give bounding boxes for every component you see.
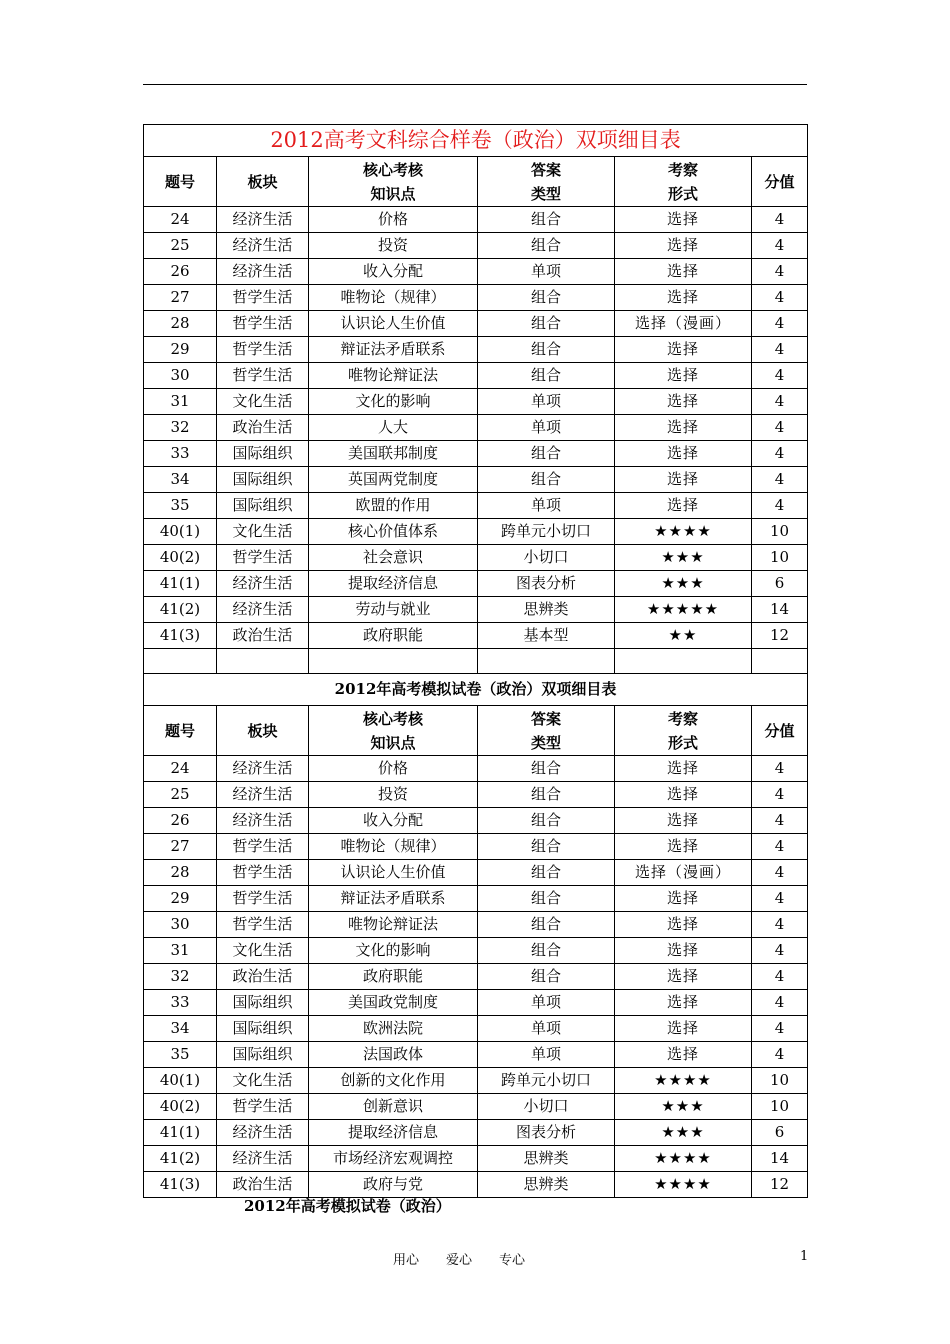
num-cell: 24 <box>144 756 217 782</box>
score-cell: 4 <box>752 1042 808 1068</box>
num-cell: 34 <box>144 467 217 493</box>
knowledge-cell: 劳动与就业 <box>309 597 478 623</box>
table-row <box>144 363 808 389</box>
num-cell: 26 <box>144 808 217 834</box>
knowledge-cell: 市场经济宏观调控 <box>309 1146 478 1172</box>
answer-type-cell: 组合 <box>478 467 615 493</box>
header-answer-line1: 答案 <box>530 160 561 179</box>
num-cell: 41(2) <box>144 1146 217 1172</box>
form-cell: 选择 <box>615 938 752 964</box>
answer-type-cell: 单项 <box>478 389 615 415</box>
score-cell: 4 <box>752 756 808 782</box>
score-cell: 4 <box>752 912 808 938</box>
block-cell: 哲学生活 <box>217 363 309 389</box>
form-cell: 选择 <box>615 493 752 519</box>
answer-type-cell: 小切口 <box>478 545 615 571</box>
form-cell: ★★★ <box>615 571 752 597</box>
score-cell: 4 <box>752 782 808 808</box>
table-row <box>144 964 808 990</box>
score-cell: 4 <box>752 311 808 337</box>
score-cell: 12 <box>752 1172 808 1198</box>
score-cell: 4 <box>752 389 808 415</box>
table-row <box>144 1094 808 1120</box>
knowledge-cell: 提取经济信息 <box>309 1120 478 1146</box>
header-num: 题号 <box>144 157 217 207</box>
answer-type-cell: 组合 <box>478 860 615 886</box>
score-cell: 10 <box>752 545 808 571</box>
table1-title: 2012高考文科综合样卷（政治）双项细目表 <box>144 125 808 157</box>
answer-type-cell: 跨单元小切口 <box>478 519 615 545</box>
spacer-cell <box>309 649 478 674</box>
spacer-cell <box>752 649 808 674</box>
form-cell: ★★★★ <box>615 519 752 545</box>
table-row <box>144 493 808 519</box>
knowledge-cell: 投资 <box>309 782 478 808</box>
knowledge-cell: 政府职能 <box>309 964 478 990</box>
form-cell: 选择 <box>615 285 752 311</box>
block-cell: 国际组织 <box>217 493 309 519</box>
answer-type-cell: 组合 <box>478 964 615 990</box>
table-row <box>144 467 808 493</box>
score-cell: 4 <box>752 964 808 990</box>
knowledge-cell: 收入分配 <box>309 259 478 285</box>
table-row <box>144 311 808 337</box>
header-knowledge-line1: 核心考核 <box>362 709 423 728</box>
header-form-line1: 考察 <box>667 709 698 728</box>
header-block: 板块 <box>217 157 309 207</box>
score-cell: 4 <box>752 938 808 964</box>
block-cell: 文化生活 <box>217 389 309 415</box>
block-cell: 哲学生活 <box>217 285 309 311</box>
form-cell: ★★★★ <box>615 1146 752 1172</box>
block-cell: 国际组织 <box>217 441 309 467</box>
num-cell: 25 <box>144 782 217 808</box>
answer-type-cell: 图表分析 <box>478 1120 615 1146</box>
table-row <box>144 389 808 415</box>
page-header-rule <box>143 84 807 85</box>
knowledge-cell: 认识论人生价值 <box>309 860 478 886</box>
num-cell: 41(3) <box>144 1172 217 1198</box>
answer-type-cell: 单项 <box>478 990 615 1016</box>
score-cell: 6 <box>752 571 808 597</box>
knowledge-cell: 文化的影响 <box>309 938 478 964</box>
block-cell: 经济生活 <box>217 597 309 623</box>
num-cell: 32 <box>144 415 217 441</box>
table-row <box>144 912 808 938</box>
table-row <box>144 259 808 285</box>
answer-type-cell: 组合 <box>478 782 615 808</box>
score-cell: 10 <box>752 1094 808 1120</box>
knowledge-cell: 核心价值体系 <box>309 519 478 545</box>
score-cell: 12 <box>752 623 808 649</box>
header-knowledge <box>309 157 478 207</box>
footer-motto-2: 爱心 <box>446 1253 473 1268</box>
score-cell: 10 <box>752 519 808 545</box>
header-form <box>615 157 752 207</box>
form-cell: 选择 <box>615 1016 752 1042</box>
answer-type-cell: 组合 <box>478 886 615 912</box>
num-cell: 27 <box>144 834 217 860</box>
block-cell: 经济生活 <box>217 259 309 285</box>
num-cell: 24 <box>144 207 217 233</box>
form-cell: 选择 <box>615 886 752 912</box>
num-cell: 33 <box>144 990 217 1016</box>
form-cell: 选择 <box>615 912 752 938</box>
knowledge-cell: 唯物论辩证法 <box>309 912 478 938</box>
spacer-cell <box>144 649 217 674</box>
num-cell: 30 <box>144 363 217 389</box>
block-cell: 政治生活 <box>217 964 309 990</box>
table-row <box>144 415 808 441</box>
form-cell: 选择 <box>615 259 752 285</box>
header-form-line2: 形式 <box>667 184 698 203</box>
header-score: 分值 <box>752 157 808 207</box>
knowledge-cell: 美国政党制度 <box>309 990 478 1016</box>
knowledge-cell: 法国政体 <box>309 1042 478 1068</box>
knowledge-cell: 欧洲法院 <box>309 1016 478 1042</box>
table-row <box>144 886 808 912</box>
block-cell: 文化生活 <box>217 519 309 545</box>
answer-type-cell: 思辨类 <box>478 1146 615 1172</box>
table-row <box>144 1120 808 1146</box>
table2-title: 2012年高考模拟试卷（政治）双项细目表 <box>144 674 808 706</box>
knowledge-cell: 价格 <box>309 756 478 782</box>
score-cell: 4 <box>752 233 808 259</box>
block-cell: 文化生活 <box>217 1068 309 1094</box>
form-cell: 选择 <box>615 363 752 389</box>
knowledge-cell: 英国两党制度 <box>309 467 478 493</box>
answer-type-cell: 图表分析 <box>478 571 615 597</box>
knowledge-cell: 投资 <box>309 233 478 259</box>
num-cell: 40(1) <box>144 1068 217 1094</box>
table-row <box>144 545 808 571</box>
num-cell: 40(2) <box>144 1094 217 1120</box>
score-cell: 4 <box>752 363 808 389</box>
num-cell: 28 <box>144 311 217 337</box>
header-form-line1: 考察 <box>667 160 698 179</box>
knowledge-cell: 社会意识 <box>309 545 478 571</box>
score-cell: 4 <box>752 441 808 467</box>
num-cell: 29 <box>144 886 217 912</box>
footer-motto-1: 用心 <box>393 1253 420 1268</box>
answer-type-cell: 组合 <box>478 285 615 311</box>
spacer-cell <box>615 649 752 674</box>
answer-type-cell: 组合 <box>478 207 615 233</box>
knowledge-cell: 唯物论辩证法 <box>309 363 478 389</box>
knowledge-cell: 收入分配 <box>309 808 478 834</box>
block-cell: 国际组织 <box>217 1042 309 1068</box>
block-cell: 经济生活 <box>217 233 309 259</box>
form-cell: 选择（漫画） <box>615 860 752 886</box>
form-cell: ★★★ <box>615 1120 752 1146</box>
score-cell: 4 <box>752 808 808 834</box>
table-row <box>144 834 808 860</box>
answer-type-cell: 组合 <box>478 441 615 467</box>
block-cell: 哲学生活 <box>217 912 309 938</box>
form-cell: ★★★★★ <box>615 597 752 623</box>
form-cell: ★★★★ <box>615 1172 752 1198</box>
answer-type-cell: 单项 <box>478 1016 615 1042</box>
knowledge-cell: 欧盟的作用 <box>309 493 478 519</box>
table-row <box>144 207 808 233</box>
answer-type-cell: 组合 <box>478 756 615 782</box>
knowledge-cell: 政府与党 <box>309 1172 478 1198</box>
num-cell: 29 <box>144 337 217 363</box>
spacer-cell <box>478 649 615 674</box>
num-cell: 41(3) <box>144 623 217 649</box>
block-cell: 文化生活 <box>217 938 309 964</box>
header-score: 分值 <box>752 706 808 756</box>
block-cell: 经济生活 <box>217 808 309 834</box>
knowledge-cell: 政府职能 <box>309 623 478 649</box>
table-row <box>144 1172 808 1198</box>
form-cell: 选择 <box>615 808 752 834</box>
num-cell: 27 <box>144 285 217 311</box>
header-form-line2: 形式 <box>667 733 698 752</box>
block-cell: 经济生活 <box>217 571 309 597</box>
footer-motto-3: 专心 <box>499 1253 526 1268</box>
table-row <box>144 597 808 623</box>
knowledge-cell: 提取经济信息 <box>309 571 478 597</box>
num-cell: 30 <box>144 912 217 938</box>
form-cell: 选择 <box>615 467 752 493</box>
answer-type-cell: 组合 <box>478 363 615 389</box>
block-cell: 哲学生活 <box>217 1094 309 1120</box>
table-row <box>144 1146 808 1172</box>
score-cell: 10 <box>752 1068 808 1094</box>
score-cell: 4 <box>752 860 808 886</box>
num-cell: 25 <box>144 233 217 259</box>
table1-header-row <box>144 157 808 207</box>
answer-type-cell: 单项 <box>478 493 615 519</box>
header-num: 题号 <box>144 706 217 756</box>
table-row <box>144 441 808 467</box>
score-cell: 14 <box>752 597 808 623</box>
form-cell: 选择 <box>615 389 752 415</box>
num-cell: 28 <box>144 860 217 886</box>
table-row <box>144 233 808 259</box>
block-cell: 政治生活 <box>217 1172 309 1198</box>
block-cell: 经济生活 <box>217 756 309 782</box>
trailing-title: 2012年高考模拟试卷（政治） <box>244 1197 451 1215</box>
form-cell: ★★★ <box>615 545 752 571</box>
num-cell: 41(1) <box>144 1120 217 1146</box>
num-cell: 32 <box>144 964 217 990</box>
specification-table <box>143 124 808 1198</box>
block-cell: 经济生活 <box>217 1146 309 1172</box>
answer-type-cell: 思辨类 <box>478 1172 615 1198</box>
header-answer-line2: 类型 <box>530 733 561 752</box>
num-cell: 26 <box>144 259 217 285</box>
form-cell: 选择 <box>615 1042 752 1068</box>
num-cell: 40(2) <box>144 545 217 571</box>
knowledge-cell: 唯物论（规律） <box>309 834 478 860</box>
block-cell: 经济生活 <box>217 207 309 233</box>
block-cell: 国际组织 <box>217 1016 309 1042</box>
answer-type-cell: 组合 <box>478 808 615 834</box>
knowledge-cell: 辩证法矛盾联系 <box>309 886 478 912</box>
answer-type-cell: 思辨类 <box>478 597 615 623</box>
score-cell: 4 <box>752 415 808 441</box>
num-cell: 41(2) <box>144 597 217 623</box>
block-cell: 哲学生活 <box>217 337 309 363</box>
table-row <box>144 756 808 782</box>
answer-type-cell: 组合 <box>478 912 615 938</box>
header-knowledge-line1: 核心考核 <box>362 160 423 179</box>
num-cell: 35 <box>144 493 217 519</box>
footer-motto <box>393 1249 552 1268</box>
form-cell: 选择（漫画） <box>615 311 752 337</box>
knowledge-cell: 文化的影响 <box>309 389 478 415</box>
block-cell: 政治生活 <box>217 623 309 649</box>
form-cell: 选择 <box>615 964 752 990</box>
answer-type-cell: 小切口 <box>478 1094 615 1120</box>
table-row <box>144 1042 808 1068</box>
table-row <box>144 1068 808 1094</box>
table-spacer-row <box>144 649 808 674</box>
form-cell: 选择 <box>615 834 752 860</box>
table-row <box>144 808 808 834</box>
answer-type-cell: 跨单元小切口 <box>478 1068 615 1094</box>
table-row <box>144 337 808 363</box>
block-cell: 政治生活 <box>217 415 309 441</box>
answer-type-cell: 单项 <box>478 415 615 441</box>
form-cell: ★★★★ <box>615 1068 752 1094</box>
answer-type-cell: 基本型 <box>478 623 615 649</box>
answer-type-cell: 组合 <box>478 311 615 337</box>
form-cell: 选择 <box>615 782 752 808</box>
knowledge-cell: 美国联邦制度 <box>309 441 478 467</box>
num-cell: 35 <box>144 1042 217 1068</box>
table-row <box>144 990 808 1016</box>
table2-title-row <box>144 674 808 706</box>
spacer-cell <box>217 649 309 674</box>
score-cell: 4 <box>752 467 808 493</box>
form-cell: ★★ <box>615 623 752 649</box>
table1-title-row <box>144 125 808 157</box>
block-cell: 哲学生活 <box>217 834 309 860</box>
score-cell: 4 <box>752 337 808 363</box>
score-cell: 4 <box>752 259 808 285</box>
table-row <box>144 571 808 597</box>
score-cell: 14 <box>752 1146 808 1172</box>
score-cell: 4 <box>752 1016 808 1042</box>
form-cell: 选择 <box>615 337 752 363</box>
num-cell: 33 <box>144 441 217 467</box>
num-cell: 31 <box>144 389 217 415</box>
num-cell: 34 <box>144 1016 217 1042</box>
answer-type-cell: 组合 <box>478 233 615 259</box>
answer-type-cell: 组合 <box>478 834 615 860</box>
score-cell: 4 <box>752 834 808 860</box>
table-row <box>144 519 808 545</box>
knowledge-cell: 认识论人生价值 <box>309 311 478 337</box>
header-knowledge <box>309 706 478 756</box>
block-cell: 哲学生活 <box>217 860 309 886</box>
header-answer-line2: 类型 <box>530 184 561 203</box>
header-form <box>615 706 752 756</box>
table-row <box>144 285 808 311</box>
knowledge-cell: 创新意识 <box>309 1094 478 1120</box>
header-knowledge-line2: 知识点 <box>370 184 416 203</box>
num-cell: 40(1) <box>144 519 217 545</box>
knowledge-cell: 人大 <box>309 415 478 441</box>
form-cell: 选择 <box>615 207 752 233</box>
score-cell: 4 <box>752 990 808 1016</box>
score-cell: 4 <box>752 886 808 912</box>
form-cell: 选择 <box>615 233 752 259</box>
form-cell: 选择 <box>615 756 752 782</box>
table-row <box>144 782 808 808</box>
form-cell: ★★★ <box>615 1094 752 1120</box>
page-number: 1 <box>800 1249 809 1264</box>
header-answer-line1: 答案 <box>530 709 561 728</box>
block-cell: 国际组织 <box>217 990 309 1016</box>
block-cell: 国际组织 <box>217 467 309 493</box>
block-cell: 经济生活 <box>217 1120 309 1146</box>
table2-header-row <box>144 706 808 756</box>
header-answer <box>478 157 615 207</box>
header-knowledge-line2: 知识点 <box>370 733 416 752</box>
answer-type-cell: 组合 <box>478 938 615 964</box>
knowledge-cell: 辩证法矛盾联系 <box>309 337 478 363</box>
block-cell: 哲学生活 <box>217 311 309 337</box>
answer-type-cell: 单项 <box>478 259 615 285</box>
answer-type-cell: 组合 <box>478 337 615 363</box>
block-cell: 经济生活 <box>217 782 309 808</box>
score-cell: 4 <box>752 207 808 233</box>
form-cell: 选择 <box>615 990 752 1016</box>
form-cell: 选择 <box>615 441 752 467</box>
form-cell: 选择 <box>615 415 752 441</box>
num-cell: 41(1) <box>144 571 217 597</box>
score-cell: 6 <box>752 1120 808 1146</box>
score-cell: 4 <box>752 285 808 311</box>
header-block: 板块 <box>217 706 309 756</box>
table-row <box>144 860 808 886</box>
table-row <box>144 1016 808 1042</box>
knowledge-cell: 创新的文化作用 <box>309 1068 478 1094</box>
num-cell: 31 <box>144 938 217 964</box>
header-answer <box>478 706 615 756</box>
block-cell: 哲学生活 <box>217 545 309 571</box>
table-row <box>144 623 808 649</box>
block-cell: 哲学生活 <box>217 886 309 912</box>
table-row <box>144 938 808 964</box>
knowledge-cell: 唯物论（规律） <box>309 285 478 311</box>
score-cell: 4 <box>752 493 808 519</box>
specification-table-body <box>144 125 808 1198</box>
knowledge-cell: 价格 <box>309 207 478 233</box>
answer-type-cell: 单项 <box>478 1042 615 1068</box>
